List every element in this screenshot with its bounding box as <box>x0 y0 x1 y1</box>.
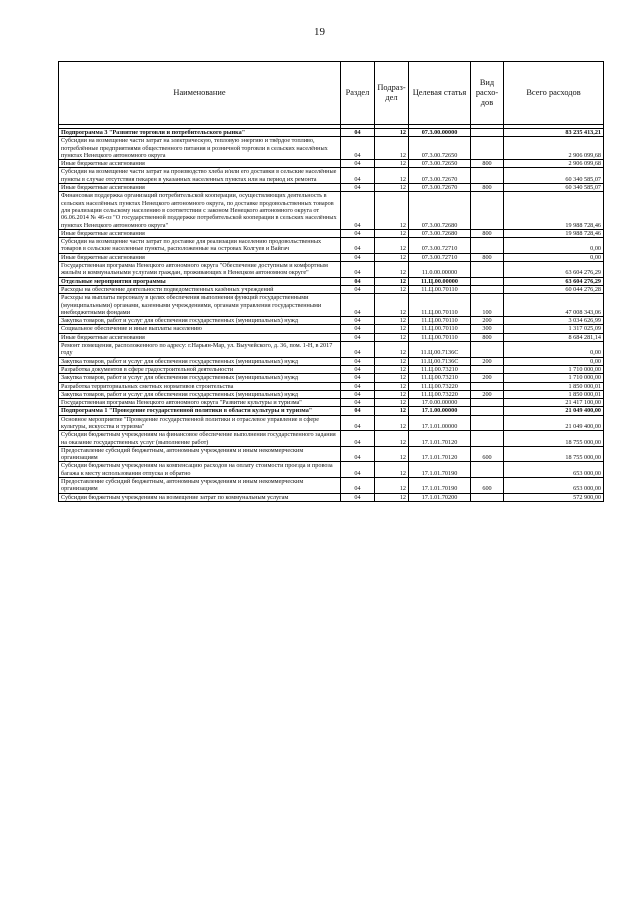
cell-razdel: 04 <box>341 462 375 478</box>
cell-statya: 11.Ц.00.70110 <box>409 285 471 293</box>
header-statya: Целевая статья <box>409 62 471 125</box>
table-row <box>59 390 604 398</box>
cell-vid: 800 <box>471 229 504 237</box>
table-row <box>59 399 604 407</box>
cell-statya: 07.3.00.72670 <box>409 184 471 192</box>
cell-razdel: 04 <box>341 192 375 229</box>
cell-podrazdel: 12 <box>375 184 409 192</box>
cell-amount: 60 044 276,28 <box>504 285 604 293</box>
cell-name: Основное мероприятие "Проведение государственной политики и отраслевое управление в сфере культуры, искусства и туризма" <box>59 415 341 431</box>
cell-podrazdel: 12 <box>375 407 409 415</box>
cell-amount: 21 417 100,00 <box>504 399 604 407</box>
cell-name: Расходы на обеспечение деятельности подведомственных казённых учреждений <box>59 285 341 293</box>
table-row <box>59 382 604 390</box>
cell-statya: 17.1.01.70120 <box>409 431 471 447</box>
cell-name: Государственная программа Ненецкого автономного округа "Обеспечение доступным и комфортным жильём и коммунальными услугами граждан, проживающих в Ненецком автономном округе" <box>59 262 341 278</box>
header-vid: Вид расхо-дов <box>471 62 504 125</box>
cell-razdel: 04 <box>341 415 375 431</box>
cell-statya: 07.3.00.00000 <box>409 129 471 137</box>
cell-amount: 1 710 000,00 <box>504 365 604 373</box>
cell-razdel: 04 <box>341 238 375 254</box>
cell-name: Субсидии на возмещение части затрат по доставке для реализации населению продовольственных товаров в сельские населенные пункты, расположенные на островах Колгуев и Вайгач <box>59 238 341 254</box>
cell-statya: 11.Ц.00.00000 <box>409 277 471 285</box>
cell-podrazdel: 12 <box>375 294 409 317</box>
cell-name: Субсидии на возмещение части затрат на электрическую, тепловую энергию и твёрдое топливо, потреблённые предприятиями общественного питания и розничной торговли в сельских населённых пунктах Ненецкого автономного округа <box>59 137 341 160</box>
cell-statya: 17.1.01.70200 <box>409 493 471 501</box>
cell-podrazdel: 12 <box>375 431 409 447</box>
cell-statya: 11.Ц.00.73220 <box>409 382 471 390</box>
table-row <box>59 229 604 237</box>
cell-razdel: 04 <box>341 294 375 317</box>
cell-amount: 3 034 626,99 <box>504 317 604 325</box>
cell-amount: 63 604 276,29 <box>504 262 604 278</box>
cell-razdel: 04 <box>341 184 375 192</box>
cell-vid: 200 <box>471 317 504 325</box>
cell-razdel: 04 <box>341 325 375 333</box>
cell-podrazdel: 12 <box>375 390 409 398</box>
table-row <box>59 357 604 365</box>
cell-razdel: 04 <box>341 431 375 447</box>
cell-name: Субсидии на возмещение части затрат на производство хлеба и/или его доставки в сельские населённые пункты в случае отсутствия пекарен в указанных населенных пунктах или на период их ремонта <box>59 168 341 184</box>
cell-razdel: 04 <box>341 399 375 407</box>
cell-amount: 47 008 343,06 <box>504 294 604 317</box>
cell-statya: 17.0.00.00000 <box>409 399 471 407</box>
cell-statya: 07.3.00.72650 <box>409 137 471 160</box>
cell-name: Социальное обеспечение и иные выплаты населению <box>59 325 341 333</box>
cell-statya: 07.3.00.72680 <box>409 229 471 237</box>
table-row <box>59 285 604 293</box>
cell-name: Субсидии бюджетным учреждениям на финансовое обеспечение выполнения государственного задания на оказание государственных услуг (выполнение работ) <box>59 431 341 447</box>
cell-amount: 1 850 000,01 <box>504 390 604 398</box>
cell-razdel: 04 <box>341 129 375 137</box>
cell-razdel: 04 <box>341 446 375 462</box>
table-row <box>59 493 604 501</box>
cell-razdel: 04 <box>341 168 375 184</box>
cell-vid <box>471 382 504 390</box>
cell-vid <box>471 168 504 184</box>
table-row <box>59 129 604 137</box>
cell-name: Закупка товаров, работ и услуг для обеспечения государственных (муниципальных) нужд <box>59 374 341 382</box>
cell-amount: 21 049 400,00 <box>504 407 604 415</box>
cell-amount: 2 906 099,68 <box>504 160 604 168</box>
cell-statya: 07.3.00.72710 <box>409 238 471 254</box>
cell-statya: 17.1.01.70190 <box>409 478 471 494</box>
table-row <box>59 294 604 317</box>
cell-vid <box>471 137 504 160</box>
cell-name: Подпрограмма 3 "Развитие торговли и потребительского рынка" <box>59 129 341 137</box>
cell-razdel: 04 <box>341 262 375 278</box>
cell-razdel: 04 <box>341 253 375 261</box>
cell-podrazdel: 12 <box>375 333 409 341</box>
cell-statya: 17.1.01.70190 <box>409 462 471 478</box>
cell-razdel: 04 <box>341 374 375 382</box>
cell-statya: 11.Ц.00.7136С <box>409 342 471 358</box>
cell-name: Предоставление субсидий бюджетным, автономным учреждениям и иным некоммерческим организациям <box>59 478 341 494</box>
table-row <box>59 462 604 478</box>
cell-amount: 8 684 281,14 <box>504 333 604 341</box>
page-number: 19 <box>314 26 325 38</box>
cell-podrazdel: 12 <box>375 262 409 278</box>
table-row <box>59 342 604 358</box>
cell-amount: 2 906 099,68 <box>504 137 604 160</box>
cell-razdel: 04 <box>341 285 375 293</box>
cell-name: Ремонт помещения, расположенного по адресу: г.Нарьян-Мар, ул. Выучейского, д. 36, пом. 1-Н, в 2017 году <box>59 342 341 358</box>
cell-vid <box>471 192 504 229</box>
table-row <box>59 407 604 415</box>
cell-razdel: 04 <box>341 160 375 168</box>
cell-amount: 0,00 <box>504 253 604 261</box>
cell-amount: 653 000,00 <box>504 462 604 478</box>
table-row <box>59 365 604 373</box>
cell-podrazdel: 12 <box>375 137 409 160</box>
cell-statya: 11.Ц.00.73210 <box>409 374 471 382</box>
cell-vid: 200 <box>471 374 504 382</box>
cell-vid: 800 <box>471 184 504 192</box>
cell-podrazdel: 12 <box>375 229 409 237</box>
cell-amount: 0,00 <box>504 342 604 358</box>
table-header <box>59 62 604 129</box>
cell-vid: 800 <box>471 160 504 168</box>
cell-razdel: 04 <box>341 277 375 285</box>
cell-podrazdel: 12 <box>375 493 409 501</box>
cell-podrazdel: 12 <box>375 342 409 358</box>
cell-razdel: 04 <box>341 478 375 494</box>
cell-razdel: 04 <box>341 317 375 325</box>
cell-podrazdel: 12 <box>375 374 409 382</box>
cell-vid <box>471 262 504 278</box>
cell-amount: 18 755 000,00 <box>504 446 604 462</box>
cell-amount: 19 988 728,46 <box>504 192 604 229</box>
cell-amount: 19 988 728,46 <box>504 229 604 237</box>
cell-podrazdel: 12 <box>375 382 409 390</box>
cell-amount: 60 340 585,07 <box>504 184 604 192</box>
cell-vid: 800 <box>471 333 504 341</box>
cell-podrazdel: 12 <box>375 238 409 254</box>
cell-vid <box>471 415 504 431</box>
cell-name: Расходы на выплаты персоналу в целях обеспечения выполнения функций государственными (муниципальными) органами, казенными учреждениями, органами управления государственными внебюджетными фондами <box>59 294 341 317</box>
cell-amount: 653 000,00 <box>504 478 604 494</box>
cell-amount: 1 317 025,09 <box>504 325 604 333</box>
table-row <box>59 478 604 494</box>
cell-amount: 1 850 000,01 <box>504 382 604 390</box>
cell-razdel: 04 <box>341 333 375 341</box>
cell-vid: 800 <box>471 253 504 261</box>
cell-vid <box>471 407 504 415</box>
table-row <box>59 317 604 325</box>
cell-razdel: 04 <box>341 357 375 365</box>
cell-vid <box>471 285 504 293</box>
cell-razdel: 04 <box>341 365 375 373</box>
cell-name: Субсидии бюджетным учреждениям на компенсацию расходов на оплату стоимости проезда и провоза багажа к месту использования отпуска и обратно <box>59 462 341 478</box>
cell-podrazdel: 12 <box>375 253 409 261</box>
cell-vid: 100 <box>471 294 504 317</box>
cell-statya: 07.3.00.72670 <box>409 168 471 184</box>
cell-podrazdel: 12 <box>375 160 409 168</box>
header-podrazdel: Подраз-дел <box>375 62 409 125</box>
cell-amount: 63 604 276,29 <box>504 277 604 285</box>
cell-razdel: 04 <box>341 493 375 501</box>
cell-amount: 60 340 585,07 <box>504 168 604 184</box>
table-row <box>59 168 604 184</box>
cell-razdel: 04 <box>341 137 375 160</box>
cell-podrazdel: 12 <box>375 317 409 325</box>
cell-vid <box>471 238 504 254</box>
cell-statya: 11.Ц.00.73210 <box>409 365 471 373</box>
table-row <box>59 374 604 382</box>
cell-statya: 07.3.00.72650 <box>409 160 471 168</box>
cell-name: Государственная программа Ненецкого автономного округа "Развитие культуры и туризма" <box>59 399 341 407</box>
cell-podrazdel: 12 <box>375 446 409 462</box>
budget-table <box>58 61 604 502</box>
cell-statya: 17.1.01.00000 <box>409 415 471 431</box>
cell-name: Разработка территориальных сметных нормативов строительства <box>59 382 341 390</box>
cell-podrazdel: 12 <box>375 415 409 431</box>
cell-statya: 11.Ц.00.70110 <box>409 294 471 317</box>
cell-vid: 600 <box>471 478 504 494</box>
table-row <box>59 431 604 447</box>
cell-vid <box>471 129 504 137</box>
cell-podrazdel: 12 <box>375 478 409 494</box>
cell-name: Иные бюджетные ассигнования <box>59 229 341 237</box>
header-razdel: Раздел <box>341 62 375 125</box>
cell-podrazdel: 12 <box>375 192 409 229</box>
cell-amount: 83 235 413,21 <box>504 129 604 137</box>
table-row <box>59 184 604 192</box>
cell-name: Иные бюджетные ассигнования <box>59 253 341 261</box>
cell-statya: 11.Ц.00.70110 <box>409 317 471 325</box>
cell-amount: 0,00 <box>504 357 604 365</box>
cell-razdel: 04 <box>341 382 375 390</box>
table-row <box>59 277 604 285</box>
cell-vid <box>471 493 504 501</box>
table-row <box>59 415 604 431</box>
cell-name: Финансовая поддержка организаций потребительской кооперации, осуществляющих деятельность в сельских населённых пунктах Ненецкого автономного округа, по доставке продовольственных товаров для реализации сельскому населению в соответствии с законом Ненецкого автономного округа от 06.06.2014 № 46-оз "О государственной поддержке потребительской кооперации в сельских населённых пунктах Ненецкого автономного округа" <box>59 192 341 229</box>
header-name: Наименование <box>59 62 341 125</box>
cell-razdel: 04 <box>341 407 375 415</box>
cell-podrazdel: 12 <box>375 277 409 285</box>
table-row <box>59 253 604 261</box>
table-row <box>59 333 604 341</box>
table-row <box>59 137 604 160</box>
cell-podrazdel: 12 <box>375 168 409 184</box>
cell-vid <box>471 342 504 358</box>
cell-vid: 200 <box>471 390 504 398</box>
cell-vid <box>471 462 504 478</box>
cell-statya: 11.Ц.00.7136С <box>409 357 471 365</box>
table-row <box>59 192 604 229</box>
cell-name: Закупка товаров, работ и услуг для обеспечения государственных (муниципальных) нужд <box>59 357 341 365</box>
table-body <box>59 129 604 502</box>
cell-amount: 18 755 000,00 <box>504 431 604 447</box>
cell-podrazdel: 12 <box>375 285 409 293</box>
cell-statya: 11.Ц.00.70110 <box>409 333 471 341</box>
cell-vid <box>471 399 504 407</box>
cell-name: Иные бюджетные ассигнования <box>59 333 341 341</box>
cell-name: Закупка товаров, работ и услуг для обеспечения государственных (муниципальных) нужд <box>59 317 341 325</box>
cell-amount: 572 900,00 <box>504 493 604 501</box>
cell-name: Отдельные мероприятия программы <box>59 277 341 285</box>
cell-podrazdel: 12 <box>375 325 409 333</box>
cell-podrazdel: 12 <box>375 357 409 365</box>
cell-name: Иные бюджетные ассигнования <box>59 184 341 192</box>
cell-statya: 11.Ц.00.73220 <box>409 390 471 398</box>
cell-statya: 11.0.00.00000 <box>409 262 471 278</box>
cell-statya: 17.1.00.00000 <box>409 407 471 415</box>
header-total: Всего расходов <box>504 62 604 125</box>
cell-name: Закупка товаров, работ и услуг для обеспечения государственных (муниципальных) нужд <box>59 390 341 398</box>
table-row <box>59 262 604 278</box>
cell-name: Подпрограмма 1 "Проведение государственной политики в области культуры и туризма" <box>59 407 341 415</box>
cell-podrazdel: 12 <box>375 129 409 137</box>
cell-statya: 07.3.00.72680 <box>409 192 471 229</box>
cell-name: Предоставление субсидий бюджетным, автономным учреждениям и иным некоммерческим организациям <box>59 446 341 462</box>
cell-name: Разработка документов в сфере градостроительной деятельности <box>59 365 341 373</box>
cell-amount: 0,00 <box>504 238 604 254</box>
cell-amount: 21 049 400,00 <box>504 415 604 431</box>
cell-razdel: 04 <box>341 229 375 237</box>
cell-statya: 07.3.00.72710 <box>409 253 471 261</box>
cell-vid: 200 <box>471 357 504 365</box>
table-row <box>59 238 604 254</box>
cell-vid: 300 <box>471 325 504 333</box>
cell-vid: 600 <box>471 446 504 462</box>
cell-name: Иные бюджетные ассигнования <box>59 160 341 168</box>
cell-vid <box>471 431 504 447</box>
cell-podrazdel: 12 <box>375 462 409 478</box>
cell-statya: 11.Ц.00.70110 <box>409 325 471 333</box>
cell-statya: 17.1.01.70120 <box>409 446 471 462</box>
cell-razdel: 04 <box>341 342 375 358</box>
cell-razdel: 04 <box>341 390 375 398</box>
cell-vid <box>471 365 504 373</box>
cell-name: Субсидии бюджетным учреждениям на возмещение затрат по коммунальным услугам <box>59 493 341 501</box>
cell-amount: 1 710 000,00 <box>504 374 604 382</box>
table-row <box>59 325 604 333</box>
cell-podrazdel: 12 <box>375 365 409 373</box>
cell-podrazdel: 12 <box>375 399 409 407</box>
cell-vid <box>471 277 504 285</box>
table-row <box>59 446 604 462</box>
table-row <box>59 160 604 168</box>
